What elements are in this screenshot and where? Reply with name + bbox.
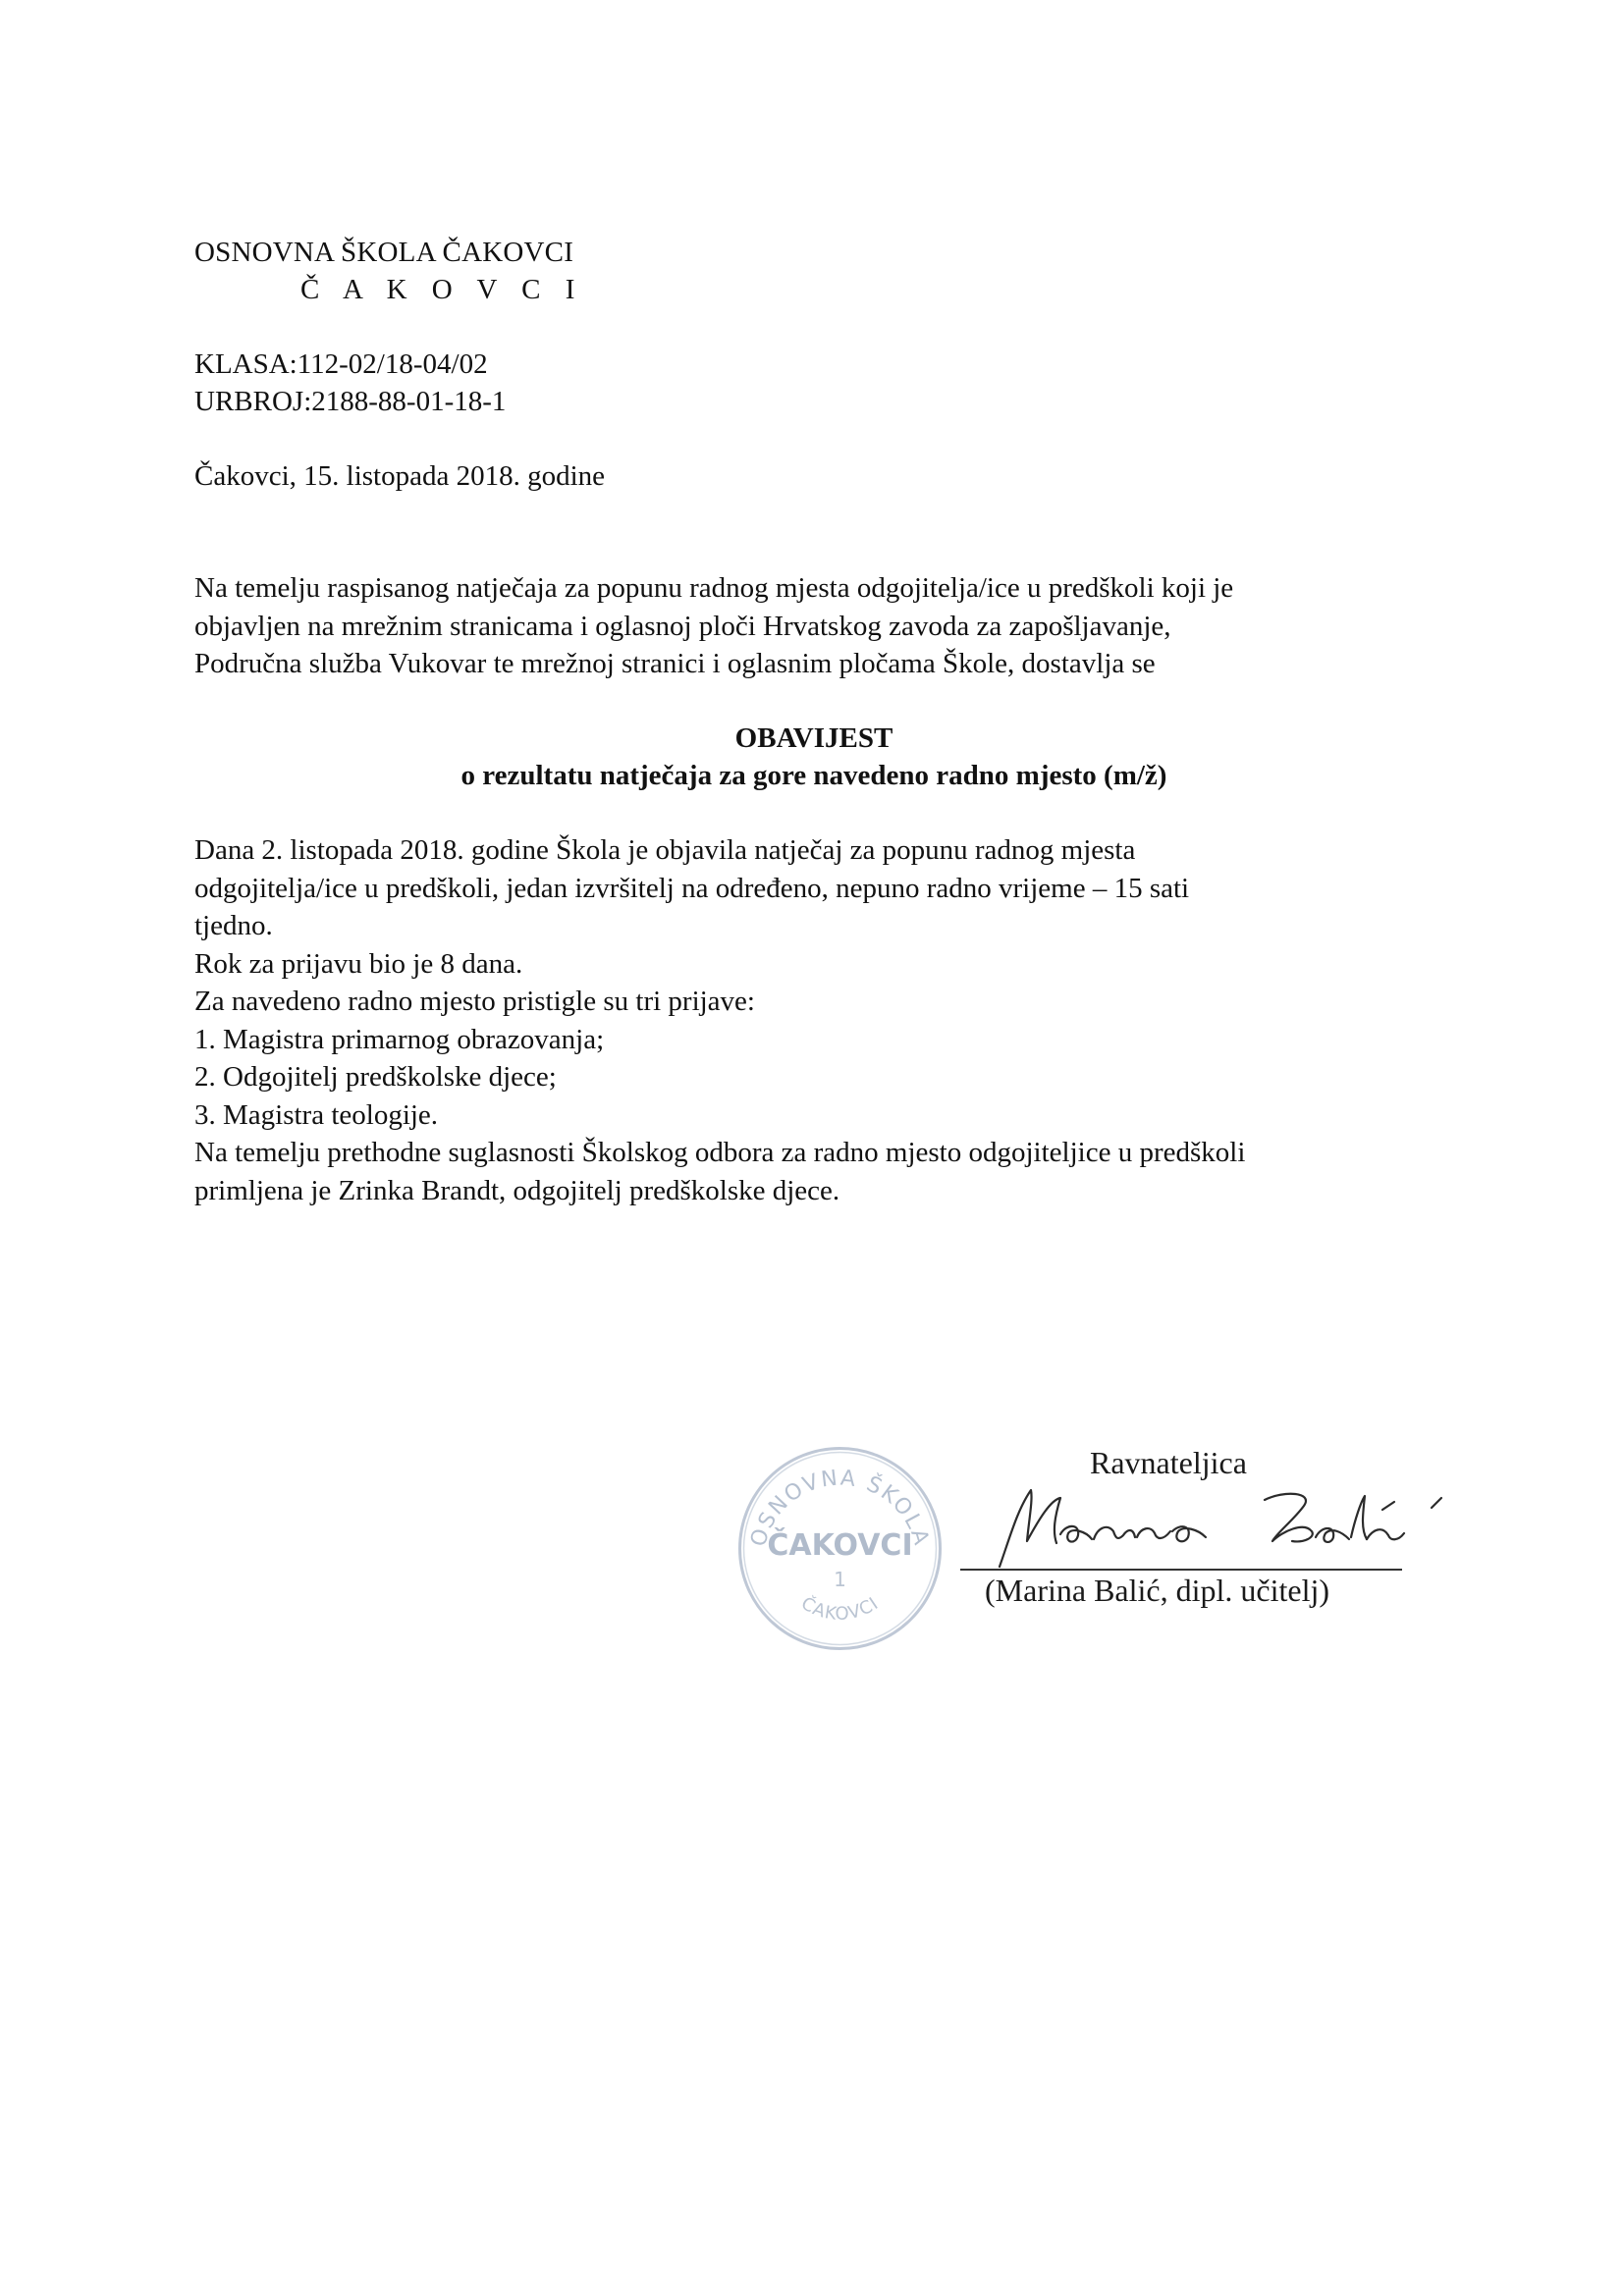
svg-text:ČAKOVCI bbox=[797, 1592, 883, 1625]
intro-line: Područna služba Vukovar te mrežnoj stranici i oglasnim pločama Škole, dostavlja se bbox=[194, 648, 1156, 679]
list-item: 3. Magistra teologije. bbox=[194, 1098, 439, 1131]
signatory-role: Ravnateljica bbox=[1090, 1445, 1247, 1480]
signatory-name: (Marina Balić, dipl. učitelj) bbox=[985, 1573, 1329, 1608]
stamp-bottom-text: ČAKOVCI bbox=[797, 1592, 883, 1625]
body-line: Dana 2. listopada 2018. godine Škola je objavila natječaj za popunu radnog mjesta bbox=[194, 834, 1136, 866]
stamp-center-text: ČAKOVCI bbox=[767, 1528, 913, 1563]
stamp-top-text: OSNOVNA ŠKOLA bbox=[746, 1466, 934, 1550]
body-line: odgojitelja/ice u predškoli, jedan izvršitelj na određeno, nepuno radno vrijeme – 15 sati bbox=[194, 872, 1190, 904]
school-town: Č A K O V C I bbox=[300, 274, 584, 305]
intro-line: objavljen na mrežnim stranicama i oglasnoj ploči Hrvatskog zavoda za zapošljavanje, bbox=[194, 610, 1171, 642]
body-line: primljena je Zrinka Brandt, odgojitelj predškolske djece. bbox=[194, 1174, 840, 1206]
klasa-reference: KLASA:112-02/18-04/02 bbox=[194, 348, 488, 380]
notice-body bbox=[194, 831, 1434, 1209]
stamp-number: 1 bbox=[834, 1568, 846, 1591]
list-item: 1. Magistra primarnog obrazovanja; bbox=[194, 1023, 605, 1055]
body-line: tjedno. bbox=[194, 910, 273, 941]
urbroj-reference: URBROJ:2188-88-01-18-1 bbox=[194, 386, 507, 417]
body-line: Na temelju prethodne suglasnosti Školskog odbora za radno mjesto odgojiteljice u predškoli bbox=[194, 1137, 1246, 1168]
school-name: OSNOVNA ŠKOLA ČAKOVCI bbox=[194, 237, 574, 268]
body-line: Za navedeno radno mjesto pristigle su tri prijave: bbox=[194, 986, 755, 1017]
list-item: 2. Odgojitelj predškolske djece; bbox=[194, 1061, 557, 1093]
notice-title: OBAVIJEST bbox=[734, 722, 893, 754]
document-date: Čakovci, 15. listopada 2018. godine bbox=[194, 460, 606, 492]
intro-paragraph bbox=[194, 569, 1434, 683]
body-line: Rok za prijavu bio je 8 dana. bbox=[194, 947, 523, 980]
handwritten-signature bbox=[970, 1480, 1481, 1574]
intro-line: Na temelju raspisanog natječaja za popunu radnog mjesta odgojitelja/ice u predškoli koji je bbox=[194, 572, 1234, 604]
school-stamp bbox=[734, 1443, 946, 1654]
notice-subtitle: o rezultatu natječaja za gore navedeno radno mjesto (m/ž) bbox=[460, 760, 1167, 791]
